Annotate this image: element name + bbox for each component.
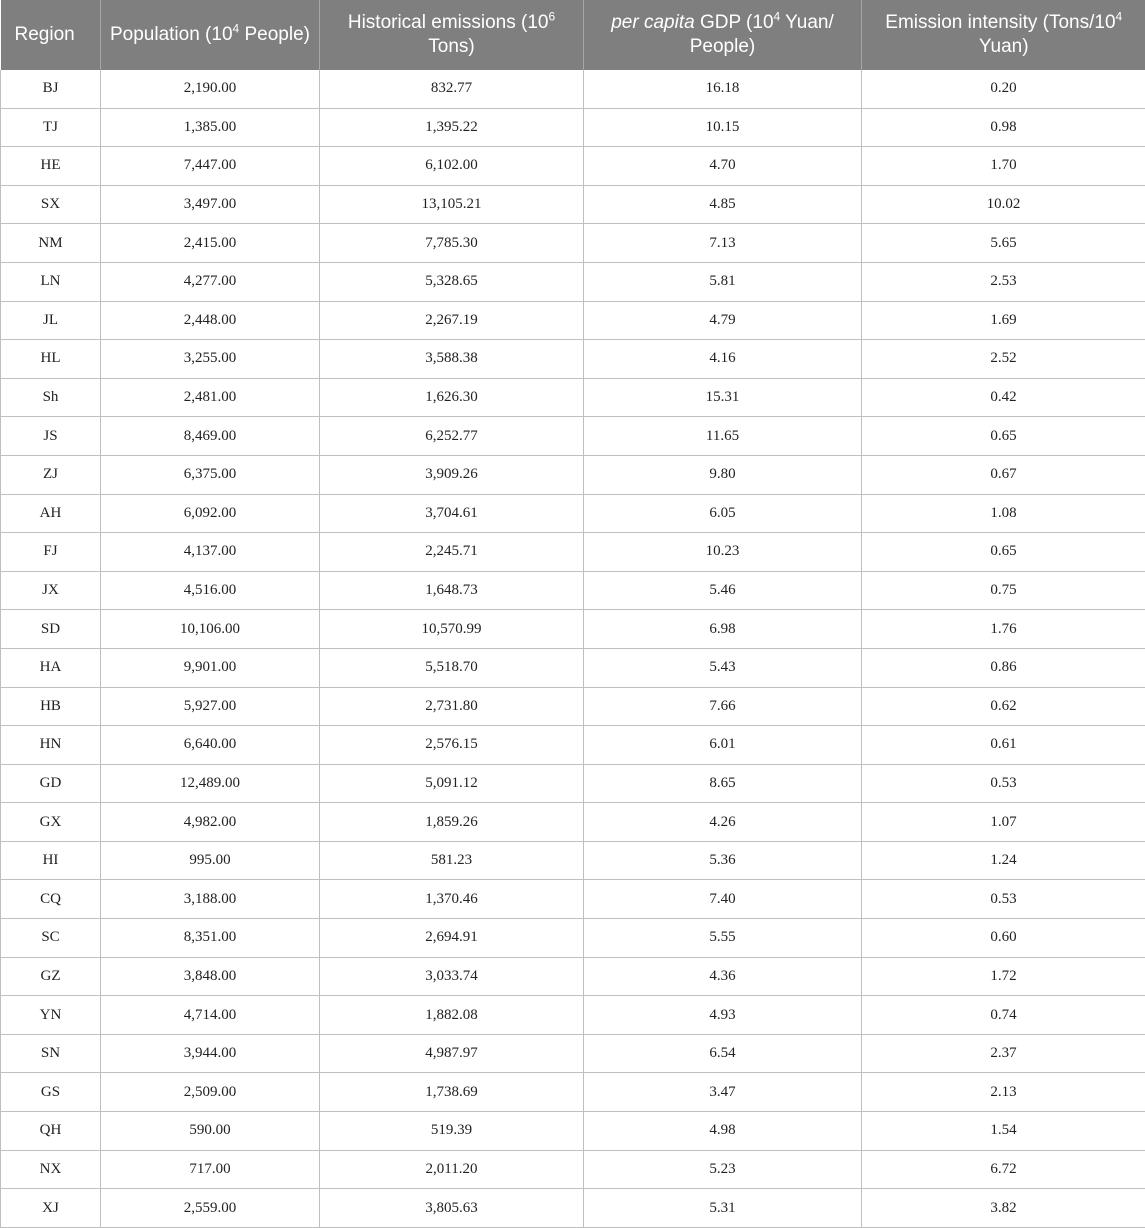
population-cell: 4,982.00 [101,803,320,842]
intensity-cell: 0.86 [862,648,1145,687]
emissions-cell: 5,091.12 [320,764,584,803]
region-cell: SD [1,610,101,649]
table-row [1,1073,1145,1112]
emissions-cell: 5,328.65 [320,262,584,301]
region-cell: BJ [1,70,101,108]
table-row [1,1034,1145,1073]
region-cell: NX [1,1150,101,1189]
population-cell: 5,927.00 [101,687,320,726]
table-row [1,880,1145,919]
population-cell: 6,640.00 [101,726,320,765]
population-cell: 7,447.00 [101,147,320,186]
table-row [1,1112,1145,1151]
gdp-cell: 4.16 [584,340,862,379]
header-population: Population ($10^4$ People) [101,0,320,70]
emissions-cell: 1,648.73 [320,571,584,610]
region-cell: AH [1,494,101,533]
table-row [1,147,1145,186]
region-cell: QH [1,1112,101,1151]
gdp-cell: 11.65 [584,417,862,456]
table-row [1,533,1145,572]
intensity-cell: 1.72 [862,957,1145,996]
table-row [1,919,1145,958]
intensity-cell: 0.75 [862,571,1145,610]
header-historical-emissions: Historical emissions ($10^6$ Tons) [320,0,584,70]
gdp-cell: 10.15 [584,108,862,147]
region-cell: LN [1,262,101,301]
intensity-cell: 5.65 [862,224,1145,263]
emissions-cell: 1,859.26 [320,803,584,842]
table-row [1,726,1145,765]
population-cell: 3,255.00 [101,340,320,379]
intensity-cell: 0.61 [862,726,1145,765]
gdp-cell: 4.36 [584,957,862,996]
region-cell: HE [1,147,101,186]
gdp-cell: 5.31 [584,1189,862,1228]
population-cell: 3,848.00 [101,957,320,996]
intensity-cell: 10.02 [862,185,1145,224]
table-row [1,1150,1145,1189]
gdp-cell: 7.13 [584,224,862,263]
intensity-cell: 0.98 [862,108,1145,147]
emissions-cell: 3,805.63 [320,1189,584,1228]
gdp-cell: 10.23 [584,533,862,572]
emissions-cell: 1,626.30 [320,378,584,417]
gdp-cell: 16.18 [584,70,862,108]
gdp-cell: 5.46 [584,571,862,610]
intensity-cell: 0.65 [862,417,1145,456]
region-cell: JX [1,571,101,610]
emissions-cell: 13,105.21 [320,185,584,224]
population-cell: 2,415.00 [101,224,320,263]
population-cell: 4,137.00 [101,533,320,572]
emissions-cell: 1,738.69 [320,1073,584,1112]
region-cell: HB [1,687,101,726]
intensity-cell: 0.62 [862,687,1145,726]
table-row [1,455,1145,494]
region-cell: JS [1,417,101,456]
population-cell: 8,469.00 [101,417,320,456]
intensity-cell: 6.72 [862,1150,1145,1189]
intensity-cell: 2.37 [862,1034,1145,1073]
population-cell: 2,509.00 [101,1073,320,1112]
emissions-cell: 581.23 [320,841,584,880]
gdp-cell: 4.70 [584,147,862,186]
population-cell: 717.00 [101,1150,320,1189]
gdp-cell: 5.43 [584,648,862,687]
table-row [1,224,1145,263]
gdp-cell: 4.26 [584,803,862,842]
table-row [1,494,1145,533]
population-cell: 590.00 [101,1112,320,1151]
gdp-cell: 9.80 [584,455,862,494]
gdp-cell: 6.54 [584,1034,862,1073]
region-cell: XJ [1,1189,101,1228]
emissions-cell: 3,588.38 [320,340,584,379]
region-cell: NM [1,224,101,263]
population-cell: 2,190.00 [101,70,320,108]
intensity-cell: 1.24 [862,841,1145,880]
region-cell: TJ [1,108,101,147]
intensity-cell: 1.69 [862,301,1145,340]
table-row [1,340,1145,379]
intensity-cell: 0.53 [862,880,1145,919]
gdp-cell: 6.05 [584,494,862,533]
region-cell: GZ [1,957,101,996]
table-row [1,301,1145,340]
table-row [1,262,1145,301]
header-per-capita-gdp: per capita GDP ($10^4$ Yuan/ People) [584,0,862,70]
emissions-cell: 2,576.15 [320,726,584,765]
emissions-cell: 1,882.08 [320,996,584,1035]
population-cell: 2,448.00 [101,301,320,340]
table-row [1,108,1145,147]
gdp-cell: 4.79 [584,301,862,340]
gdp-cell: 4.93 [584,996,862,1035]
intensity-cell: 0.42 [862,378,1145,417]
header-region: Region [1,0,101,70]
intensity-cell: 0.74 [862,996,1145,1035]
region-cell: HA [1,648,101,687]
region-cell: SC [1,919,101,958]
gdp-cell: 7.66 [584,687,862,726]
population-cell: 2,481.00 [101,378,320,417]
emissions-cell: 4,987.97 [320,1034,584,1073]
emissions-cell: 1,370.46 [320,880,584,919]
table-row [1,957,1145,996]
table-row [1,70,1145,108]
intensity-cell: 1.76 [862,610,1145,649]
table-row [1,571,1145,610]
gdp-cell: 5.36 [584,841,862,880]
region-cell: CQ [1,880,101,919]
region-cell: GX [1,803,101,842]
gdp-cell: 6.98 [584,610,862,649]
region-cell: HL [1,340,101,379]
emissions-cell: 3,033.74 [320,957,584,996]
table-row [1,1189,1145,1228]
emissions-cell: 10,570.99 [320,610,584,649]
gdp-cell: 6.01 [584,726,862,765]
region-cell: HN [1,726,101,765]
population-cell: 8,351.00 [101,919,320,958]
gdp-cell: 7.40 [584,880,862,919]
population-cell: 3,188.00 [101,880,320,919]
emissions-cell: 3,909.26 [320,455,584,494]
gdp-cell: 15.31 [584,378,862,417]
gdp-cell: 4.98 [584,1112,862,1151]
population-cell: 3,944.00 [101,1034,320,1073]
gdp-cell: 5.81 [584,262,862,301]
intensity-cell: 0.67 [862,455,1145,494]
gdp-cell: 5.55 [584,919,862,958]
intensity-cell: 1.08 [862,494,1145,533]
population-cell: 12,489.00 [101,764,320,803]
header-emission-intensity: Emission intensity ($Tons/10^4$ Yuan) [862,0,1145,70]
emissions-cell: 2,731.80 [320,687,584,726]
region-cell: HI [1,841,101,880]
intensity-cell: 0.65 [862,533,1145,572]
emissions-cell: 7,785.30 [320,224,584,263]
gdp-cell: 8.65 [584,764,862,803]
emissions-cell: 6,252.77 [320,417,584,456]
population-cell: 4,277.00 [101,262,320,301]
intensity-cell: 1.54 [862,1112,1145,1151]
region-cell: GS [1,1073,101,1112]
population-cell: 4,714.00 [101,996,320,1035]
gdp-cell: 4.85 [584,185,862,224]
region-cell: JL [1,301,101,340]
table-row [1,996,1145,1035]
table-body [1,70,1145,1227]
population-cell: 10,106.00 [101,610,320,649]
intensity-cell: 2.53 [862,262,1145,301]
table-row [1,687,1145,726]
region-cell: FJ [1,533,101,572]
region-cell: ZJ [1,455,101,494]
emissions-cell: 1,395.22 [320,108,584,147]
population-cell: 3,497.00 [101,185,320,224]
emissions-cell: 2,245.71 [320,533,584,572]
intensity-cell: 0.20 [862,70,1145,108]
emissions-cell: 5,518.70 [320,648,584,687]
emissions-cell: 519.39 [320,1112,584,1151]
gdp-cell: 3.47 [584,1073,862,1112]
population-cell: 995.00 [101,841,320,880]
population-cell: 1,385.00 [101,108,320,147]
emissions-cell: 832.77 [320,70,584,108]
table-row [1,841,1145,880]
region-cell: GD [1,764,101,803]
table-row [1,803,1145,842]
population-cell: 4,516.00 [101,571,320,610]
region-cell: SX [1,185,101,224]
intensity-cell: 2.13 [862,1073,1145,1112]
population-cell: 6,092.00 [101,494,320,533]
emissions-cell: 2,011.20 [320,1150,584,1189]
intensity-cell: 0.60 [862,919,1145,958]
population-cell: 6,375.00 [101,455,320,494]
header-row [1,0,1145,70]
intensity-cell: 1.70 [862,147,1145,186]
intensity-cell: 2.52 [862,340,1145,379]
table-row [1,378,1145,417]
emissions-cell: 3,704.61 [320,494,584,533]
emissions-cell: 2,267.19 [320,301,584,340]
intensity-cell: 3.82 [862,1189,1145,1228]
table-row [1,648,1145,687]
emissions-cell: 6,102.00 [320,147,584,186]
table-row [1,185,1145,224]
population-cell: 9,901.00 [101,648,320,687]
table-row [1,764,1145,803]
region-cell: SN [1,1034,101,1073]
intensity-cell: 1.07 [862,803,1145,842]
emissions-cell: 2,694.91 [320,919,584,958]
region-cell: YN [1,996,101,1035]
population-cell: 2,559.00 [101,1189,320,1228]
intensity-cell: 0.53 [862,764,1145,803]
region-cell: Sh [1,378,101,417]
table-row [1,610,1145,649]
table-row [1,417,1145,456]
gdp-cell: 5.23 [584,1150,862,1189]
